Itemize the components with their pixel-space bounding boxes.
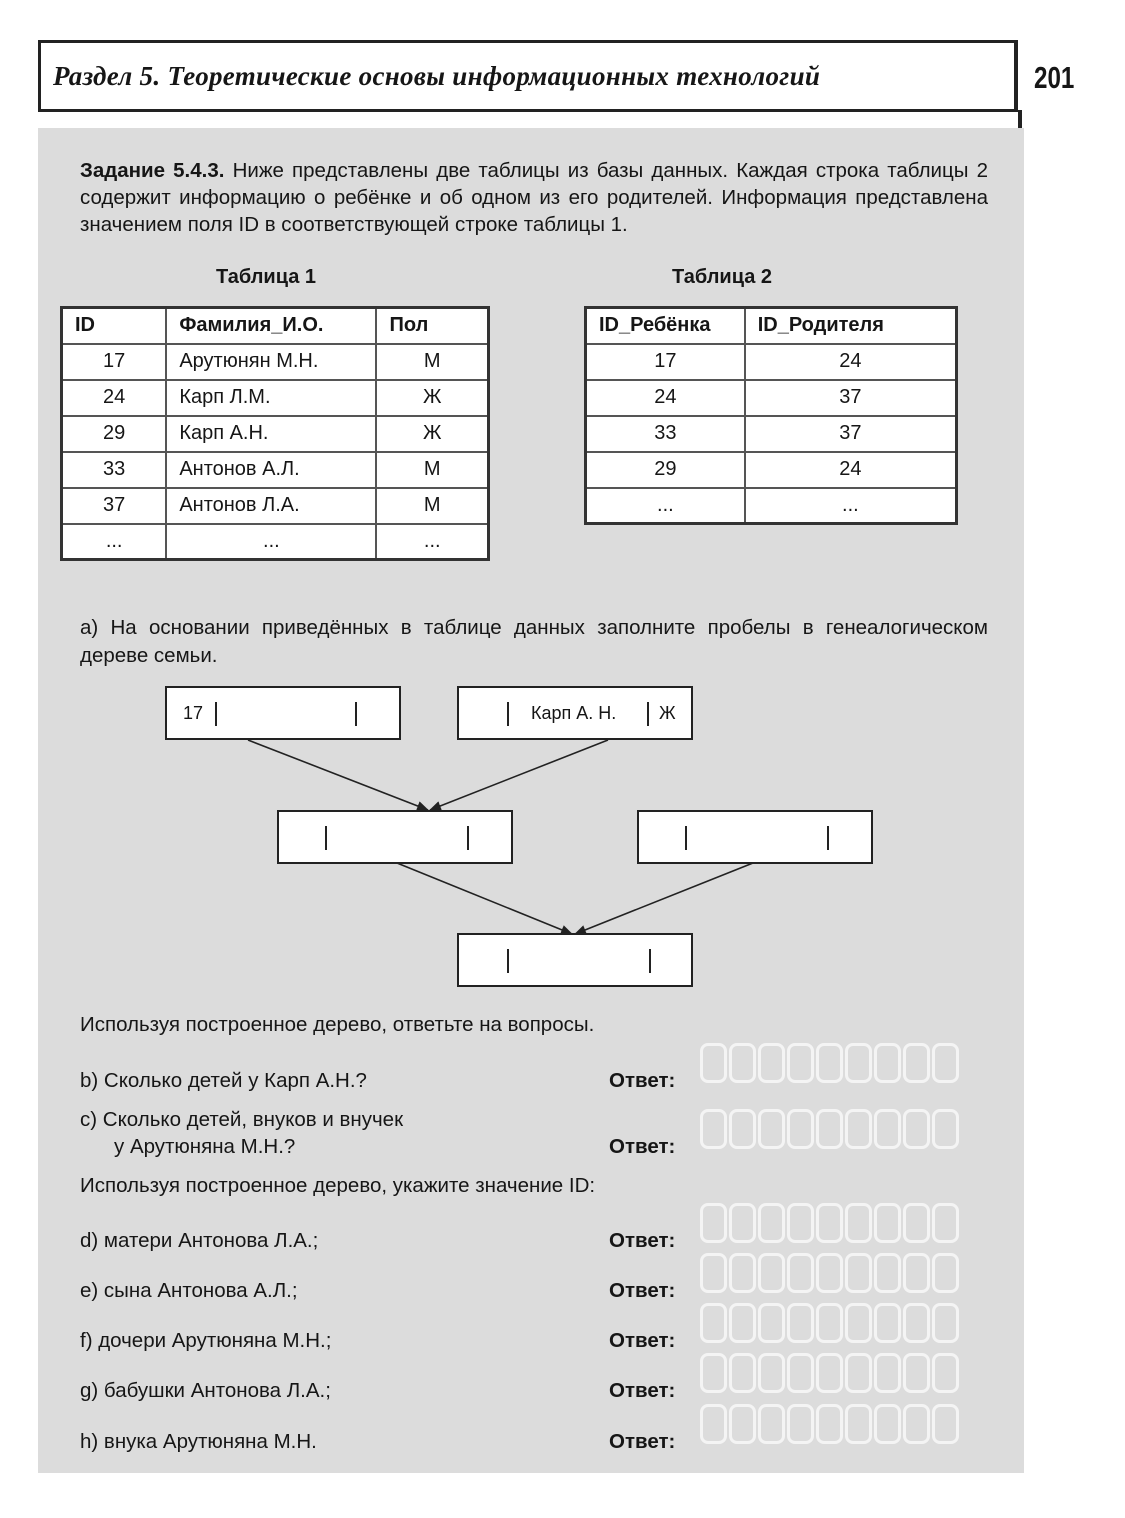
answer-cells-b[interactable] xyxy=(700,1043,959,1083)
answer-cell[interactable] xyxy=(932,1353,959,1393)
answer-cell[interactable] xyxy=(845,1043,872,1083)
table-cell: 24 xyxy=(586,380,745,416)
table-cell: Антонов Л.А. xyxy=(166,488,376,524)
answer-cell[interactable] xyxy=(845,1303,872,1343)
question-f: f) дочери Арутюняна М.Н.; xyxy=(80,1329,332,1352)
answer-cells-c[interactable] xyxy=(700,1109,959,1149)
intro-tree-questions: Используя построенное дерево, ответьте на вопросы. xyxy=(80,1013,595,1036)
column-header: Пол xyxy=(376,308,488,344)
table-cell: Карп Л.М. xyxy=(166,380,376,416)
table-cell: 29 xyxy=(62,416,167,452)
answer-cells-g[interactable] xyxy=(700,1353,959,1393)
node-separator xyxy=(215,702,217,726)
tree-node-child[interactable] xyxy=(457,933,693,987)
table-cell: 17 xyxy=(62,344,167,380)
answer-cell[interactable] xyxy=(903,1253,930,1293)
answer-cell[interactable] xyxy=(700,1043,727,1083)
answer-label: Ответ: xyxy=(609,1279,676,1302)
answer-cell[interactable] xyxy=(845,1404,872,1444)
table-cell: 37 xyxy=(745,380,957,416)
answer-cell[interactable] xyxy=(874,1303,901,1343)
answer-cell[interactable] xyxy=(787,1404,814,1444)
question-c-line2: у Арутюняна М.Н.? xyxy=(114,1135,296,1158)
node-separator xyxy=(685,826,687,850)
answer-label: Ответ: xyxy=(609,1135,676,1158)
tree-node-grandparent-left[interactable] xyxy=(165,686,401,740)
answer-cell[interactable] xyxy=(787,1303,814,1343)
answer-cell[interactable] xyxy=(729,1404,756,1444)
question-b: b) Сколько детей у Карп А.Н.? xyxy=(80,1069,367,1092)
tree-node-parent-right[interactable] xyxy=(637,810,873,864)
answer-cell[interactable] xyxy=(729,1303,756,1343)
table-cell: Антонов А.Л. xyxy=(166,452,376,488)
table-cell: М xyxy=(376,452,488,488)
answer-cell[interactable] xyxy=(816,1253,843,1293)
answer-cell[interactable] xyxy=(874,1203,901,1243)
page-number: 201 xyxy=(1034,60,1075,95)
question-h: h) внука Арутюняна М.Н. xyxy=(80,1430,317,1453)
column-header: Фамилия_И.О. xyxy=(166,308,376,344)
table-cell: 17 xyxy=(586,344,745,380)
answer-cell[interactable] xyxy=(816,1043,843,1083)
tree-arrow xyxy=(248,740,428,810)
answer-cell[interactable] xyxy=(729,1109,756,1149)
answer-cell[interactable] xyxy=(700,1353,727,1393)
table-cell: 24 xyxy=(745,344,957,380)
answer-cell[interactable] xyxy=(874,1404,901,1444)
task-text: Ниже представлены две таблицы из базы данных. Каждая строка таблицы 2 содержит информацию о ребёнке и об одном из его родителей. Информация представлена значением поля ID в соответствующей строке таблицы 1. xyxy=(80,159,988,236)
node-separator xyxy=(507,702,509,726)
table-cell: Карп А.Н. xyxy=(166,416,376,452)
intro-id-questions: Используя построенное дерево, укажите значение ID: xyxy=(80,1174,596,1197)
answer-label: Ответ: xyxy=(609,1329,676,1352)
column-header: ID xyxy=(62,308,167,344)
tree-arrow xyxy=(575,863,753,934)
answer-cell[interactable] xyxy=(758,1253,785,1293)
node-separator xyxy=(647,702,649,726)
table-cell: 37 xyxy=(62,488,167,524)
answer-cell[interactable] xyxy=(903,1203,930,1243)
answer-cell[interactable] xyxy=(816,1404,843,1444)
tree-node-parent-left[interactable] xyxy=(277,810,513,864)
table-cell: 24 xyxy=(62,380,167,416)
answer-cell[interactable] xyxy=(787,1043,814,1083)
table-cell: Арутюнян М.Н. xyxy=(166,344,376,380)
node-id: 17 xyxy=(183,703,204,723)
answer-cell[interactable] xyxy=(903,1353,930,1393)
node-sex: Ж xyxy=(659,703,676,723)
tree-arrow xyxy=(430,740,608,810)
table-cell: 33 xyxy=(586,416,745,452)
answer-cell[interactable] xyxy=(758,1109,785,1149)
answer-cell[interactable] xyxy=(874,1043,901,1083)
answer-cell[interactable] xyxy=(903,1303,930,1343)
answer-cell[interactable] xyxy=(932,1303,959,1343)
question-c-line1: c) Сколько детей, внуков и внучек xyxy=(80,1108,404,1131)
question-a: а) На основании приведённых в таблице данных заполните пробелы в генеалогическом дереве семьи. xyxy=(80,616,988,667)
answer-cell[interactable] xyxy=(932,1253,959,1293)
answer-cell[interactable] xyxy=(787,1203,814,1243)
table-cell: 24 xyxy=(745,452,957,488)
question-e: e) сына Антонова А.Л.; xyxy=(80,1279,298,1302)
table-cell: ... xyxy=(166,524,376,560)
answer-cell[interactable] xyxy=(700,1303,727,1343)
answer-cell[interactable] xyxy=(787,1353,814,1393)
answer-cell[interactable] xyxy=(787,1253,814,1293)
answer-cell[interactable] xyxy=(758,1404,785,1444)
table-cell: ... xyxy=(62,524,167,560)
answer-cell[interactable] xyxy=(845,1109,872,1149)
question-g: g) бабушки Антонова Л.А.; xyxy=(80,1379,331,1402)
node-separator xyxy=(827,826,829,850)
tree-arrow xyxy=(397,863,572,934)
answer-cell[interactable] xyxy=(729,1043,756,1083)
answer-cell[interactable] xyxy=(758,1303,785,1343)
answer-cell[interactable] xyxy=(903,1109,930,1149)
answer-cell[interactable] xyxy=(700,1253,727,1293)
answer-label: Ответ: xyxy=(609,1379,676,1402)
answer-cell[interactable] xyxy=(903,1043,930,1083)
answer-cell[interactable] xyxy=(729,1203,756,1243)
table2-caption: Таблица 2 xyxy=(672,266,773,288)
node-separator xyxy=(649,949,651,973)
answer-cell[interactable] xyxy=(816,1303,843,1343)
answer-cell[interactable] xyxy=(758,1043,785,1083)
section-title: Раздел 5. Теоретические основы информационных технологий xyxy=(53,61,821,91)
table-cell: 33 xyxy=(62,452,167,488)
answer-cell[interactable] xyxy=(932,1404,959,1444)
table-cell: Ж xyxy=(376,380,488,416)
table-cell: ... xyxy=(376,524,488,560)
answer-cell[interactable] xyxy=(816,1109,843,1149)
answer-cell[interactable] xyxy=(816,1203,843,1243)
answer-cells-h[interactable] xyxy=(700,1404,959,1444)
table-cell: М xyxy=(376,344,488,380)
question-d: d) матери Антонова Л.А.; xyxy=(80,1229,319,1252)
node-separator xyxy=(325,826,327,850)
answer-label: Ответ: xyxy=(609,1430,676,1453)
answer-cell[interactable] xyxy=(845,1253,872,1293)
node-separator xyxy=(355,702,357,726)
tree-node-grandparent-right[interactable] xyxy=(457,686,693,740)
answer-cells-d[interactable] xyxy=(700,1203,959,1243)
answer-cell[interactable] xyxy=(729,1353,756,1393)
answer-cell[interactable] xyxy=(845,1353,872,1393)
node-name: Карп А. Н. xyxy=(531,703,617,723)
answer-cell[interactable] xyxy=(932,1109,959,1149)
answer-label: Ответ: xyxy=(609,1229,676,1252)
table1-caption: Таблица 1 xyxy=(216,266,317,288)
node-separator xyxy=(467,826,469,850)
answer-cells-e[interactable] xyxy=(700,1253,959,1293)
answer-cell[interactable] xyxy=(932,1043,959,1083)
node-separator xyxy=(507,949,509,973)
answer-cell[interactable] xyxy=(845,1203,872,1243)
answer-cell[interactable] xyxy=(758,1203,785,1243)
answer-cell[interactable] xyxy=(700,1203,727,1243)
answer-label: Ответ: xyxy=(609,1069,676,1092)
table-cell: 29 xyxy=(586,452,745,488)
column-header: ID_Ребёнка xyxy=(586,308,745,344)
table-cell: М xyxy=(376,488,488,524)
answer-cell[interactable] xyxy=(700,1109,727,1149)
answer-cells-f[interactable] xyxy=(700,1303,959,1343)
answer-cell[interactable] xyxy=(700,1404,727,1444)
table-cell: ... xyxy=(745,488,957,524)
task-label: Задание 5.4.3. xyxy=(80,159,225,182)
table-cell: 37 xyxy=(745,416,957,452)
column-header: ID_Родителя xyxy=(745,308,957,344)
answer-cell[interactable] xyxy=(816,1353,843,1393)
answer-cell[interactable] xyxy=(787,1109,814,1149)
answer-cell[interactable] xyxy=(932,1203,959,1243)
answer-cell[interactable] xyxy=(729,1253,756,1293)
table-cell: ... xyxy=(586,488,745,524)
table-cell: Ж xyxy=(376,416,488,452)
answer-cell[interactable] xyxy=(758,1353,785,1393)
answer-cell[interactable] xyxy=(903,1404,930,1444)
answer-cell[interactable] xyxy=(874,1353,901,1393)
answer-cell[interactable] xyxy=(874,1253,901,1293)
answer-cell[interactable] xyxy=(874,1109,901,1149)
